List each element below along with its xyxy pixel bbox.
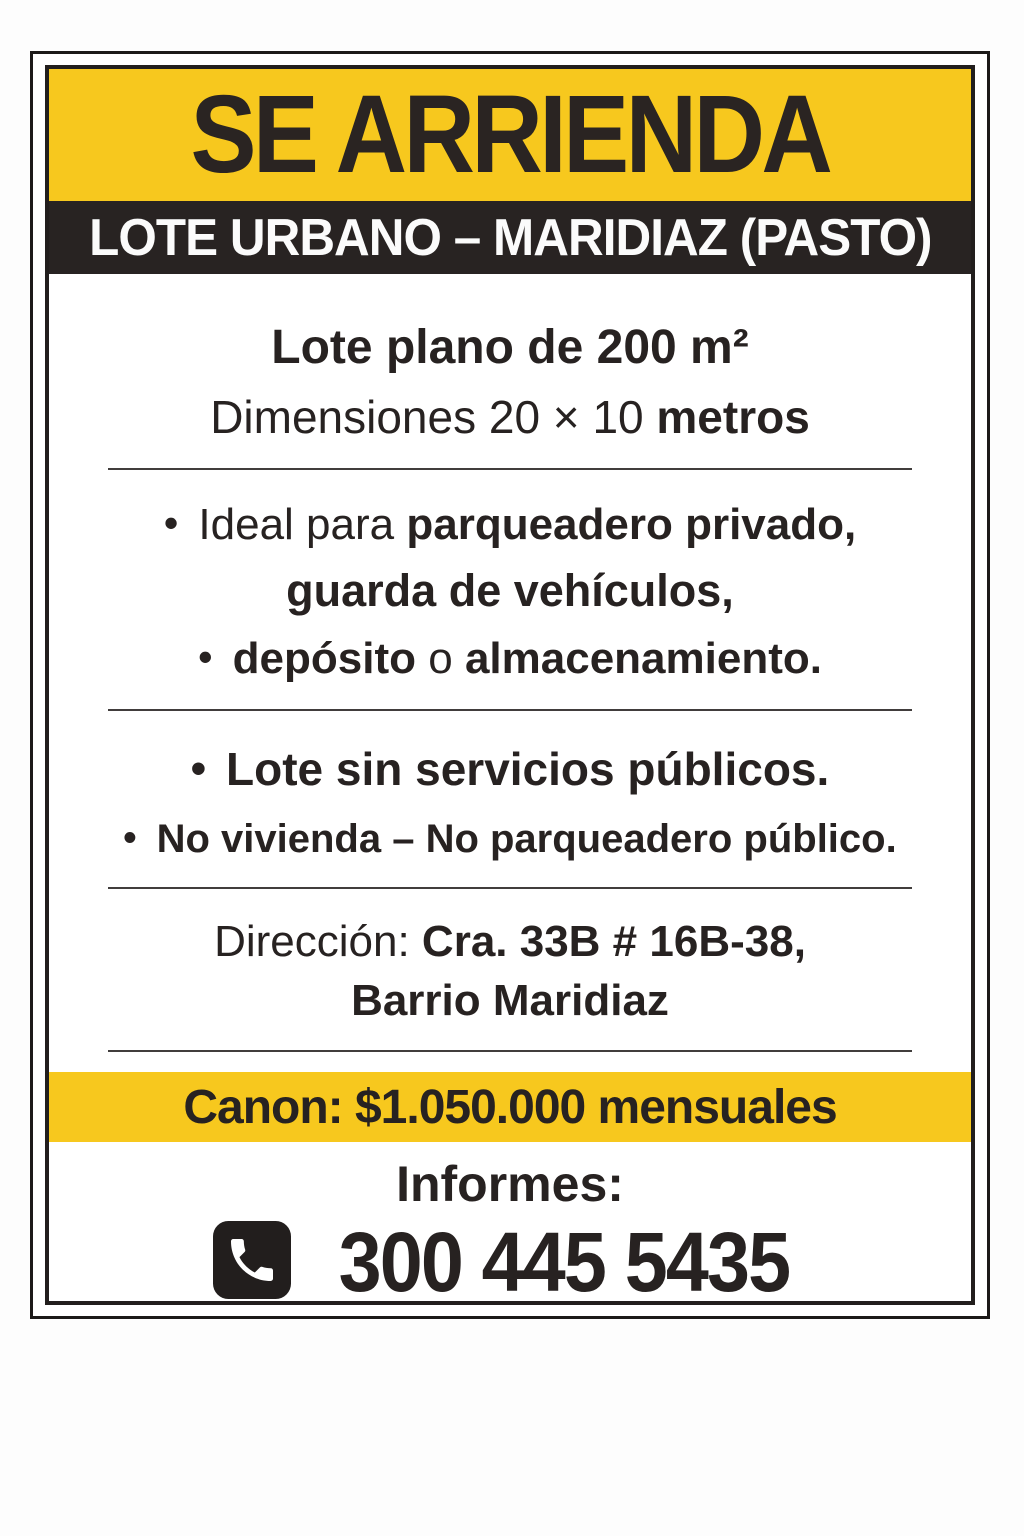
restriction-item-2-text: No vivienda – No parqueadero público. bbox=[156, 817, 897, 862]
poster-body bbox=[49, 274, 971, 1305]
use-item-1-line2: guarda de vehículos, bbox=[286, 564, 734, 616]
restriction-item-1 bbox=[91, 743, 929, 796]
phone-number: 300 445 5435 bbox=[338, 1215, 790, 1305]
poster-outer-frame bbox=[30, 51, 990, 1319]
bullet-icon: • bbox=[190, 744, 206, 794]
divider bbox=[108, 887, 912, 889]
use-item-1-bold: parqueadero privado, bbox=[406, 500, 857, 550]
divider bbox=[108, 468, 912, 470]
restriction-item-2 bbox=[91, 816, 929, 863]
contact-label: Informes: bbox=[396, 1156, 624, 1213]
bullet-icon: • bbox=[198, 633, 213, 681]
address-line-1 bbox=[91, 917, 929, 968]
address-line-2: Barrio Maridiaz bbox=[351, 975, 669, 1025]
poster-title: SE ARRIENDA bbox=[190, 73, 830, 196]
phone-row bbox=[91, 1215, 929, 1305]
use-item-2 bbox=[91, 634, 929, 685]
dimensions-line bbox=[91, 391, 929, 444]
use-item-1 bbox=[91, 500, 929, 551]
poster bbox=[45, 65, 975, 1305]
use-item-1-regular: Ideal para bbox=[198, 500, 407, 550]
phone-icon bbox=[211, 1220, 293, 1305]
area-line: Lote plano de 200 m² bbox=[271, 321, 749, 374]
use-item-2-bold1: depósito bbox=[232, 634, 429, 684]
use-item-2-bold2: almacenamiento. bbox=[464, 634, 822, 684]
headline-band bbox=[49, 69, 971, 201]
bullet-icon: • bbox=[163, 499, 179, 547]
divider bbox=[108, 1050, 912, 1052]
price-band bbox=[49, 1072, 971, 1142]
restriction-item-1-text: Lote sin servicios públicos. bbox=[226, 743, 830, 796]
bullet-icon: • bbox=[123, 817, 137, 860]
dimensions-regular: Dimensiones 20 × 10 bbox=[210, 391, 657, 444]
address-label: Dirección: bbox=[214, 916, 422, 966]
divider bbox=[108, 709, 912, 711]
subtitle-band bbox=[49, 201, 971, 274]
use-item-2-regular: o bbox=[428, 634, 465, 684]
dimensions-bold: metros bbox=[656, 391, 810, 444]
address-value: Cra. 33B # 16B-38, bbox=[421, 916, 806, 966]
poster-subtitle: LOTE URBANO – MARIDIAZ (PASTO) bbox=[88, 208, 932, 267]
price-text: Canon: $1.050.000 mensuales bbox=[183, 1080, 837, 1134]
